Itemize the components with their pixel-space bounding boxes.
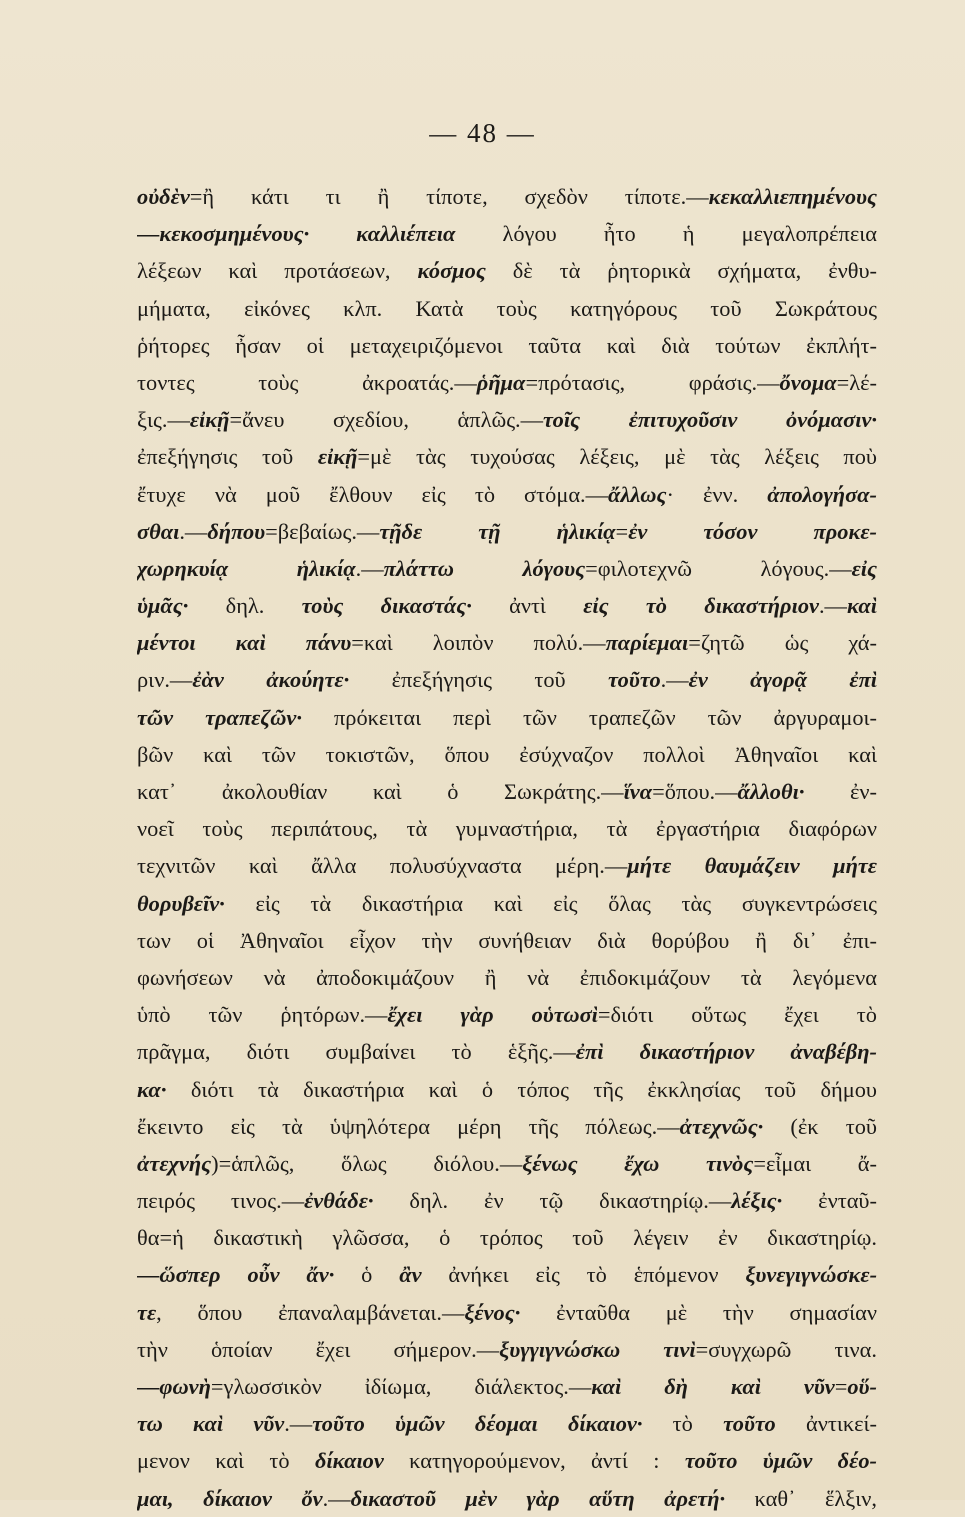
gloss-text: ἔκειντο εἰς τὰ ὑψηλότερα μέρη τῆς πόλεως.— [137,1113,680,1139]
lemma-term: τοῦτο ὑμῶν δέομαι δίκαιον· [312,1411,643,1437]
text-line [137,401,877,438]
text-line [137,1219,877,1256]
gloss-text: ὑπὸ τῶν ῥητόρων.— [137,1002,388,1028]
lemma-term: τοῦτο [608,667,661,693]
lemma-term: εἰς τὸ δικαστήριον [583,593,819,619]
lemma-term: ἄλλως [608,481,667,507]
lemma-term: ξυγγιγνώσκω τινὶ [499,1336,696,1362]
gloss-text: εἰς τὰ δικαστήρια καὶ εἰς ὅλας τὰς συγκεντρώσεις [224,890,877,916]
gloss-text: πρᾶγμα, διότι συμβαίνει τὸ ἑξῆς.— [137,1039,576,1065]
gloss-text: = [834,1374,848,1399]
gloss-text: =συγχωρῶ τινα. [695,1336,877,1362]
lemma-term: ἀτεχνῶς· [679,1113,764,1139]
gloss-text: τοντες τοὺς ἀκροατάς.— [137,369,477,395]
gloss-text: δηλ. ἐν τῷ δικαστηρίῳ.— [373,1188,732,1214]
gloss-text: .— [284,1411,313,1437]
gloss-text: λέξεων καὶ προτάσεων, [137,258,418,284]
text-line [137,736,877,773]
lemma-term: δήπου [207,518,266,544]
gloss-text: τεχνιτῶν καὶ ἄλλα πολυσύχναστα μέρη.— [137,853,628,879]
gloss-text: (ἐκ τοῦ [763,1113,877,1139]
commentary-text [137,178,877,1517]
gloss-text: · ἐνν. [666,481,768,507]
text-line [137,996,877,1033]
lemma-term: ἐπὶ δικαστήριον ἀναβέβη- [575,1039,877,1065]
gloss-text: =ἢ κάτι τι ἢ τίποτε, σχεδὸν τίποτε.— [189,184,709,209]
gloss-text: ἀνήκει εἰς τὸ ἑπόμενον [421,1262,746,1288]
gloss-text: .— [179,518,208,544]
gloss-text: μήματα, εἰκόνες κλπ. Κατὰ τοὺς κατηγόρους τοῦ Σωκράτους [137,295,877,321]
gloss-text: των οἱ Ἀθηναῖοι εἶχον τὴν συνήθειαν διὰ θορύβου ἢ δι᾽ ἐπι- [137,927,877,953]
lemma-term: μήτε θαυμάζειν μήτε [627,853,877,879]
gloss-text: , ὅπου ἐπαναλαμβάνεται.— [156,1299,465,1325]
gloss-text: ριν.— [137,667,193,693]
text-line [137,1480,877,1517]
text-line [137,290,877,327]
gloss-text: καθ᾽ ἕλξιν, [725,1485,877,1511]
lemma-term: μαι, δίκαιον ὄν [137,1485,323,1511]
gloss-text: =μὲ τὰς τυχούσας λέξεις, μὲ τὰς λέξεις ποὺ [357,444,877,470]
lemma-term: δίκαιον [314,1448,384,1474]
lemma-term: τοῖς ἐπιτυχοῦσιν ὀνόμασιν· [543,407,877,433]
gloss-text: ξις.— [137,407,190,433]
lemma-term: εἰκῇ [317,444,358,470]
gloss-text: κατηγορούμενον, ἀντί : [383,1448,685,1474]
gloss-text: =ζητῶ ὡς χά- [688,630,877,656]
text-line [137,438,877,475]
text-line [137,885,877,922]
lemma-term: ἵνα [623,779,653,804]
lemma-term: —ὥσπερ οὖν ἄν· [137,1262,335,1288]
text-line [137,1182,877,1219]
lemma-term: ξένος· [464,1299,521,1325]
gloss-text: ὁ [334,1262,400,1288]
lemma-term: ξυνεγιγνώσκε- [745,1262,877,1288]
text-line [137,1405,877,1442]
text-line [137,959,877,996]
lemma-term: πλάττω λόγους [383,555,586,581]
text-line [137,1108,877,1145]
lemma-term: χωρηκυίᾳ ἡλικίᾳ [137,555,356,581]
lemma-term: τω καὶ νῦν [137,1411,285,1437]
text-line [137,1071,877,1108]
text-line [137,513,877,550]
gloss-text: κατ᾽ ἀκολουθίαν καὶ ὁ Σωκράτης.— [137,779,624,804]
lemma-term: ἐν τόσον προκε- [628,518,877,544]
text-line [137,550,877,587]
lemma-term: τοῦτο [723,1411,776,1437]
gloss-text: .— [818,593,847,619]
text-line [137,364,877,401]
gloss-text: =εἶμαι ἄ- [753,1150,877,1176]
page-number: — 48 — [429,118,536,148]
lemma-term: ἐὰν ἀκούητε· [192,667,350,693]
text-line [137,476,877,513]
lemma-term: εἰκῇ [189,407,230,433]
gloss-text: τὴν ὁποίαν ἔχει σήμερον.— [137,1336,500,1362]
gloss-text: τὸ [642,1411,724,1437]
gloss-text: πειρός τινος.— [137,1188,305,1214]
gloss-text: ἔτυχε νὰ μοῦ ἔλθουν εἰς τὸ στόμα.— [137,481,609,507]
gloss-text: ἀντὶ [471,593,584,619]
lemma-term: τῶν τραπεζῶν· [137,704,302,730]
gloss-text: .— [322,1485,351,1511]
lemma-term: οὐδὲν [137,184,190,209]
lemma-term: οὕ- [847,1374,877,1399]
text-line [137,1145,877,1182]
lemma-term: —κεκοσμημένους· [137,221,310,247]
lemma-term: ὑμᾶς· [137,593,189,619]
text-line [137,922,877,959]
gloss-text: =ἄνευ σχεδίου, ἁπλῶς.— [229,407,544,433]
gloss-text: =βεβαίως.— [265,518,380,544]
text-line [137,1331,877,1368]
gloss-text: ἀντικεί- [775,1411,877,1437]
text-line [137,1256,877,1293]
lemma-term: ἀτεχνής [137,1150,212,1176]
lemma-term: καλλιέπεια [356,221,456,247]
gloss-text: =φιλοτεχνῶ λόγους.— [585,555,852,581]
text-line [137,1368,877,1405]
gloss-text: ἐπεξήγησις τοῦ [349,667,609,693]
lemma-term: —φωνὴ [137,1374,211,1399]
gloss-text [309,221,356,246]
lemma-term: ὄνομα [779,369,837,395]
text-line [137,215,877,252]
gloss-text: ἐπεξήγησις τοῦ [137,444,318,470]
lemma-term: θορυβεῖν· [137,890,225,916]
gloss-text: λόγου ἦτο ἡ μεγαλοπρέπεια [455,221,877,247]
text-line [137,624,877,661]
lemma-term: ῥῆμα [476,369,526,395]
text-line [137,810,877,847]
gloss-text: δηλ. [188,593,302,619]
lemma-term: εἰς [851,555,877,581]
gloss-text: =ὅπου.— [652,779,738,804]
gloss-text: ἐν- [804,779,877,804]
lemma-term: τῇδε τῇ ἡλικίᾳ [379,518,616,544]
text-line [137,661,877,698]
lemma-term: κεκαλλιεπημένους [708,184,877,209]
lemma-term: ἀπολογήσα- [767,481,877,507]
lemma-term: παρίεμαι [605,630,689,656]
gloss-text: δὲ τὰ ῥητορικὰ σχήματα, ἐνθυ- [485,258,877,284]
lemma-term: ξένως ἔχω τινὸς [522,1150,754,1176]
gloss-text: .— [355,555,384,581]
lemma-term: μέντοι καὶ πάνυ [137,630,352,656]
gloss-text: θα=ἡ δικαστικὴ γλῶσσα, ὁ τρόπος τοῦ λέγειν ἐν δικαστηρίῳ. [137,1225,877,1251]
text-line [137,1442,877,1479]
gloss-text: διότι τὰ δικαστήρια καὶ ὁ τόπος τῆς ἐκκλησίας τοῦ δήμου [166,1076,877,1102]
gloss-text: )=ἁπλῶς, ὅλως διόλου.— [211,1150,523,1176]
gloss-text: =γλωσσικὸν ἰδίωμα, διάλεκτος.— [210,1374,592,1399]
text-line [137,1294,877,1331]
gloss-text: φωνήσεων νὰ ἀποδοκιμάζουν ἢ νὰ ἐπιδοκιμάζουν τὰ λεγόμενα [137,964,877,990]
gloss-text: ἐνταῦθα μὲ τὴν σημασίαν [520,1299,877,1325]
text-line [137,699,877,736]
lemma-term: τοὺς δικαστάς· [301,593,472,619]
lemma-term: τοῦτο ὑμῶν δέο- [684,1448,877,1474]
gloss-text: =καὶ λοιπὸν πολύ.— [351,630,606,656]
lemma-term: ἔχει γὰρ οὑτωσὶ [387,1002,598,1028]
lemma-term: κα· [137,1076,167,1102]
text-line [137,587,877,624]
lemma-term: καὶ δὴ καὶ νῦν [591,1374,835,1399]
gloss-text: =πρότασις, φράσις.— [525,369,780,395]
lemma-term: ἄλλοθι· [737,779,805,804]
lemma-term: τε [137,1299,157,1325]
text-line [137,773,877,810]
text-line [137,1033,877,1070]
gloss-text: = [615,518,629,544]
gloss-text: =λέ- [836,369,877,395]
gloss-text: .— [660,667,689,693]
gloss-text: ἐνταῦ- [782,1188,877,1214]
lemma-term: ἐνθάδε· [304,1188,374,1214]
lemma-term: κόσμος [417,258,486,284]
text-line [137,252,877,289]
lemma-term: ἐν ἀγορᾷ ἐπὶ [688,667,877,693]
lemma-term: λέξις· [731,1188,783,1214]
gloss-text: βῶν καὶ τῶν τοκιστῶν, ὅπου ἐσύχναζον πολλοὶ Ἀθηναῖοι καὶ [137,741,877,767]
gloss-text: =διότι οὕτως ἔχει τὸ [597,1002,877,1028]
lemma-term: καὶ [846,593,877,619]
lemma-term: σθαι [137,518,180,544]
gloss-text: μενον καὶ τὸ [137,1448,315,1474]
lemma-term: δικαστοῦ μὲν γὰρ αὕτη ἀρετή· [350,1485,726,1511]
text-line [137,327,877,364]
gloss-text: νοεῖ τοὺς περιπάτους, τὰ γυμναστήρια, τὰ ἐργαστήρια διαφόρων [137,816,877,842]
text-line [137,847,877,884]
gloss-text: ῥήτορες ἦσαν οἱ μεταχειριζόμενοι ταῦτα καὶ διὰ τούτων ἐκπλήτ- [137,332,877,358]
text-line [137,178,877,215]
lemma-term: ἂν [399,1262,422,1288]
gloss-text: πρόκειται περὶ τῶν τραπεζῶν τῶν ἀργυραμοι- [301,704,877,730]
